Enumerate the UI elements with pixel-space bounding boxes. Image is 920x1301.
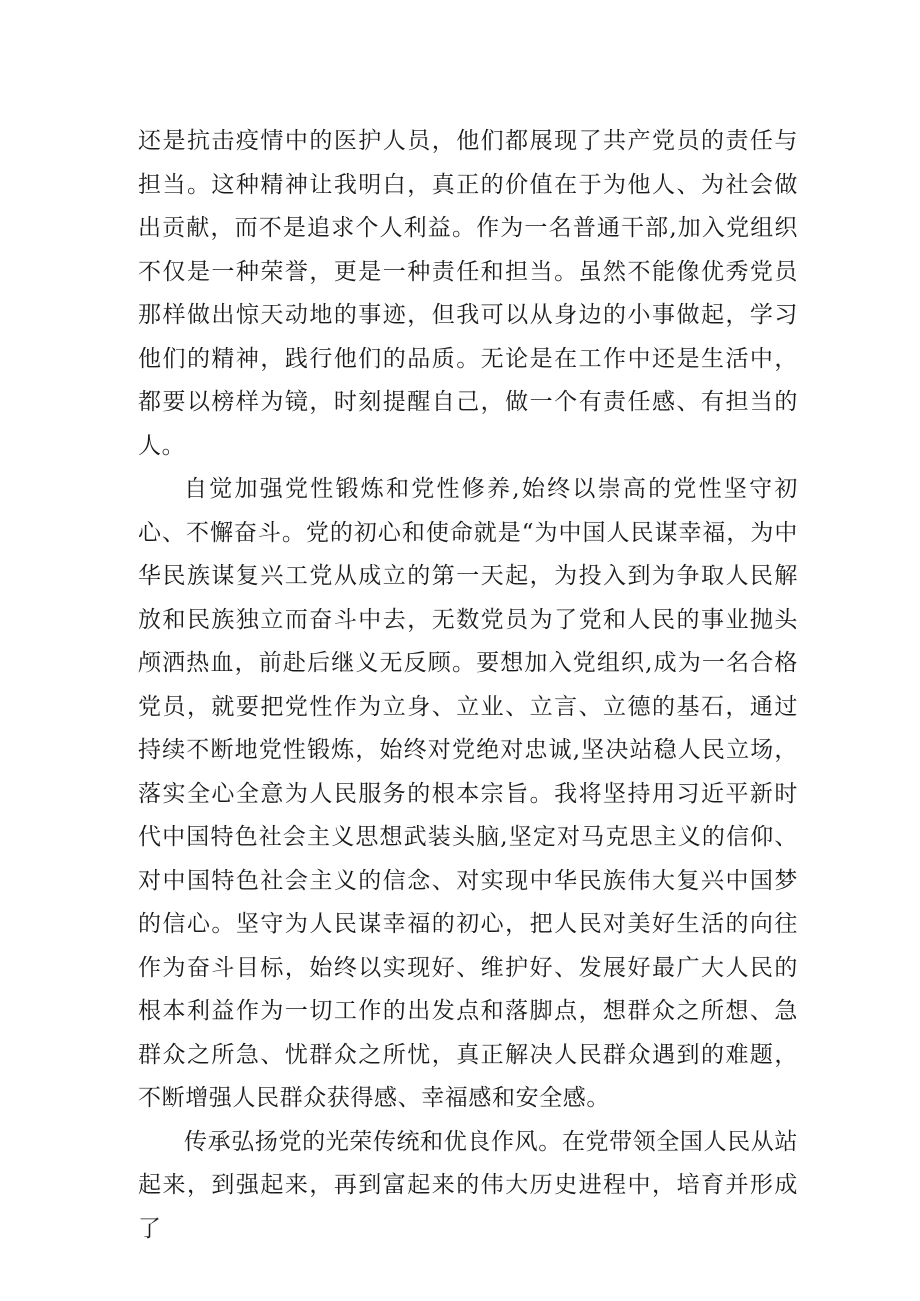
paragraph-continuation: 还是抗击疫情中的医护人员，他们都展现了共产党员的责任与担当。这种精神让我明白，真正的价值在于为他人、为社会做出贡献，而不是追求个人利益。作为一名普通干部,加入党组织不仅是一种荣誉，更是一种责任和担当。虽然不能像优秀党员那样做出惊天动地的事迹，但我可以从身边的小事做起，学习他们的精神，践行他们的品质。无论是在工作中还是生活中，都要以榜样为镜，时刻提醒自己，做一个有责任感、有担当的人。: [138, 128, 798, 459]
paragraph-party-spirit: 自觉加强党性锻炼和党性修养,始终以崇高的党性坚守初心、不懈奋斗。党的初心和使命就是“为中国人民谋幸福，为中华民族谋复兴工党从成立的第一天起，为投入到为争取人民解放和民族独立而奋斗中去，无数党员为了党和人民的事业抛头颅洒热血，前赴后继义无反顾。要想加入党组织,成为一名合格党员，就要把党性作为立身、立业、立言、立德的基石，通过持续不断地党性锻炼，始终对党绝对忠诚,坚决站稳人民立场，落实全心全意为人民服务的根本宗旨。我将坚持用习近平新时代中国特色社会主义思想武装头脑,坚定对马克思主义的信仰、对中国特色社会主义的信念、对实现中华民族伟大复兴中国梦的信心。坚守为人民谋幸福的初心，把人民对美好生活的向往作为奋斗目标，始终以实现好、维护好、发展好最广大人民的根本利益作为一切工作的出发点和落脚点，想群众之所想、急群众之所急、忧群众之所忧，真正解决人民群众遇到的难题，不断增强人民群众获得感、幸福感和安全感。: [138, 476, 798, 1111]
document-body: [138, 120, 798, 1251]
paragraph-fine-traditions: 传承弘扬党的光荣传统和优良作风。在党带领全国人民从站起来，到强起来，再到富起来的伟大历史进程中，培育并形成了: [138, 1128, 798, 1242]
